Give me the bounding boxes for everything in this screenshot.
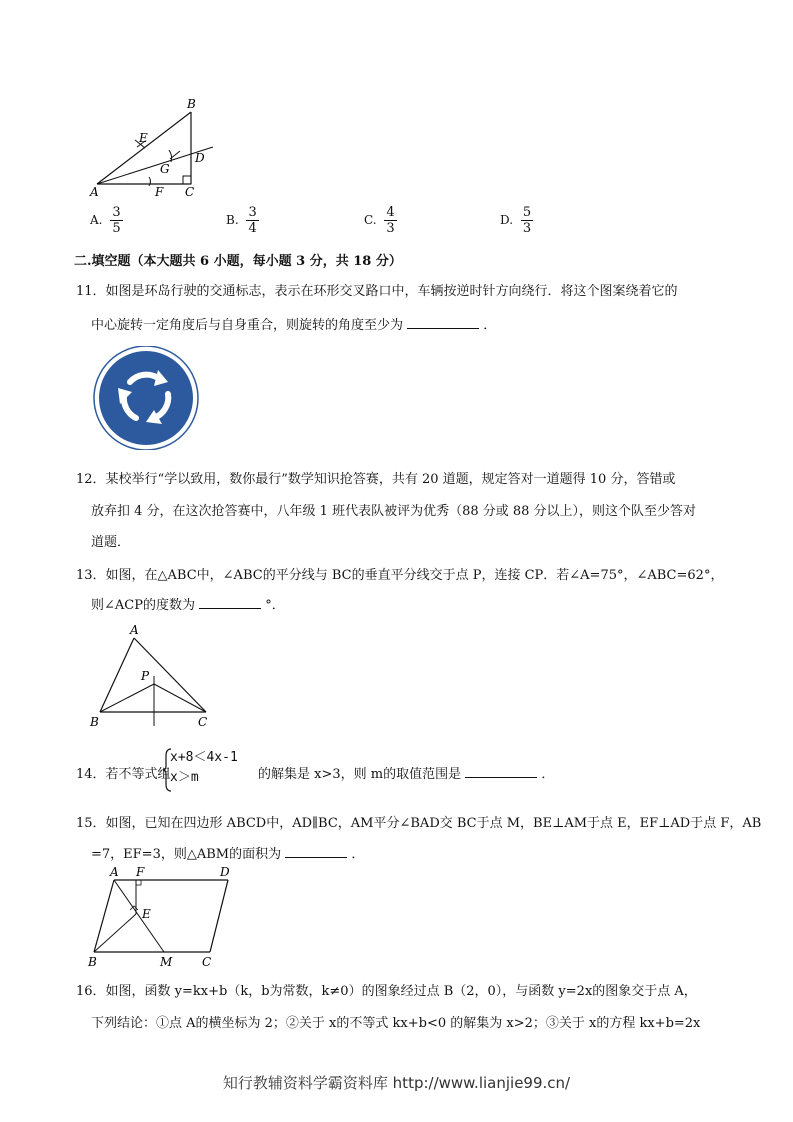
q15-line1: 15．如图，已知在四边形 ABCD中，AD∥BC，AM平分∠BAD交 BC于点 M，BE⊥AM于点 E，EF⊥AD于点 F，AB [76, 816, 762, 831]
fig15-label-A: A [110, 865, 119, 879]
q11-end: ． [483, 318, 497, 333]
q16-line2: 下列结论：①点 A的横坐标为 2；②关于 x的不等式 kx+b<0 的解集为 x>2；③关于 x的方程 kx+b=2x [91, 1016, 701, 1031]
option-a[interactable] [90, 205, 123, 236]
footer-watermark: 知行教辅资料学霸资料库 http://www.lianjie99.cn/ [222, 1074, 571, 1092]
q13-line1: 13．如图，在△ABC中，∠ABC的平分线与 BC的垂直平分线交于点 P，连接 CP．若∠A=75°，∠ABC=62°， [76, 568, 724, 583]
section-title: 二.填空题（本大题共 6 小题，每小题 3 分，共 18 分） [74, 254, 402, 269]
option-a-fraction: $\frac{3}{5}$ [112, 205, 121, 236]
option-c-fraction: $\frac{4}{3}$ [386, 205, 395, 236]
option-d-fraction: $\frac{5}{3}$ [522, 205, 532, 236]
option-d-letter: D. [500, 213, 514, 227]
q15-line2 [91, 843, 364, 862]
label-G: G [160, 162, 170, 176]
label-B: B [187, 97, 196, 111]
fig15-label-F: F [136, 865, 145, 879]
q11-answer-blank[interactable] [407, 316, 479, 329]
q15-end: ． [351, 847, 365, 862]
option-c-letter: C. [364, 213, 377, 227]
q12-line3 [91, 531, 130, 550]
q13-answer-blank[interactable] [199, 596, 261, 609]
fig15-label-D: D [220, 865, 230, 879]
q14-prefix: 14．若不等式组 [76, 767, 171, 782]
option-b-fraction: $\frac{3}{4}$ [248, 205, 257, 236]
figure-q13-triangle [86, 622, 216, 732]
q13-text: 则∠ACP的度数为 [91, 598, 195, 613]
inequality-2: x＞m [170, 770, 199, 785]
q11-text: 中心旋转一定角度后与自身重合，则旋转的角度至少为 [91, 318, 404, 333]
q11-line2 [91, 314, 496, 333]
inequality-1: x+8＜4x-1 [170, 750, 238, 765]
label-D: D [195, 151, 205, 165]
fig13-label-B: B [90, 715, 99, 729]
roundabout-sign-icon [92, 346, 200, 450]
fig15-label-E: E [142, 907, 151, 921]
q14-end: ． [541, 767, 555, 782]
label-E: E [139, 131, 148, 145]
option-c[interactable] [364, 205, 397, 236]
q14-answer-blank[interactable] [465, 765, 537, 778]
fig13-label-P: P [141, 669, 150, 683]
inequality-system [170, 748, 238, 788]
fig13-label-C: C [198, 715, 208, 729]
q14-suffix: 的解集是 x>3，则 m的取值范围是 [258, 767, 462, 782]
q12-line2: 放弃扣 4 分，在这次抢答赛中，八年级 1 班代表队被评为优秀（88 分或 88 分以上），则这个队至少答对 [91, 504, 697, 519]
label-F: F [155, 185, 164, 199]
label-A: A [90, 185, 99, 199]
option-d[interactable] [500, 205, 533, 236]
q13-line2 [91, 594, 285, 613]
fig13-label-A: A [130, 623, 139, 637]
q12-text: 道题． [91, 535, 131, 550]
fig15-label-C: C [202, 955, 212, 969]
fig15-label-M: M [160, 955, 173, 969]
option-b[interactable] [226, 205, 259, 236]
figure-triangle-construction [85, 95, 225, 205]
q12-line1: 12．某校举行“学以致用，数你最行”数学知识抢答赛，共有 20 道题，规定答对一道题得 10 分，答错或 [76, 472, 676, 487]
q16-line1: 16．如图，函数 y=kx+b（k，b为常数，k≠0）的图象经过点 B（2，0），与函数 y=2x的图象交于点 A， [76, 984, 697, 999]
fig15-label-B: B [88, 955, 97, 969]
option-b-letter: B. [226, 213, 239, 227]
figure-q15-quadrilateral [84, 862, 244, 970]
q13-end: °． [265, 598, 285, 613]
option-a-letter: A. [90, 213, 103, 227]
q15-answer-blank[interactable] [285, 845, 347, 858]
q14-rest [258, 763, 554, 782]
label-C: C [185, 185, 195, 199]
q11-line1: 11．如图是环岛行驶的交通标志，表示在环形交叉路口中，车辆按逆时针方向绕行．将这个图案绕着它的 [76, 284, 678, 299]
q15-text: =7，EF=3，则△ABM的面积为 [91, 847, 282, 862]
